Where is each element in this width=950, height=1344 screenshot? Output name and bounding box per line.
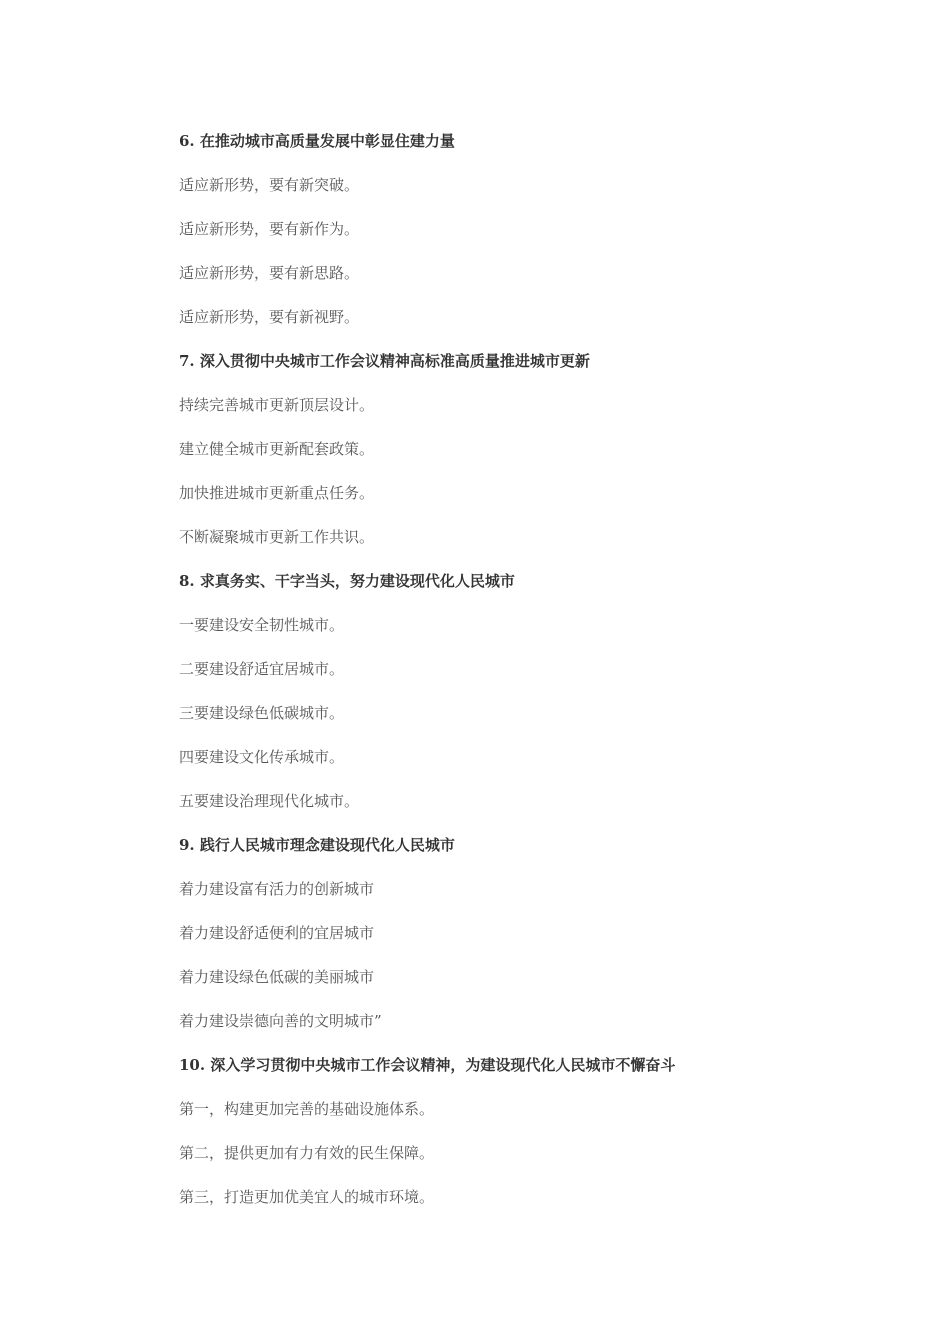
list-item: 不断凝聚城市更新工作共识。: [179, 528, 375, 546]
section-heading: 7. 深入贯彻中央城市工作会议精神高标准高质量推进城市更新: [179, 352, 590, 370]
section-heading: 9. 践行人民城市理念建设现代化人民城市: [179, 836, 455, 854]
list-item: 加快推进城市更新重点任务。: [179, 484, 375, 502]
list-item: 三要建设绿色低碳城市。: [179, 704, 345, 722]
list-item: 四要建设文化传承城市。: [179, 748, 345, 766]
list-item: 第二，提供更加有力有效的民生保障。: [179, 1144, 435, 1162]
list-item: 适应新形势，要有新思路。: [179, 264, 360, 282]
list-item: 着力建设富有活力的创新城市: [179, 880, 375, 898]
list-item: 五要建设治理现代化城市。: [179, 792, 360, 810]
list-item: 着力建设绿色低碳的美丽城市: [179, 968, 375, 986]
list-item: 着力建设崇德向善的文明城市”: [179, 1012, 382, 1030]
list-item: 建立健全城市更新配套政策。: [179, 440, 375, 458]
section-heading: 6. 在推动城市高质量发展中彰显住建力量: [179, 132, 455, 150]
list-item: 适应新形势，要有新视野。: [179, 308, 360, 326]
document-body: [179, 130, 799, 1230]
section-heading: 10. 深入学习贯彻中央城市工作会议精神，为建设现代化人民城市不懈奋斗: [179, 1056, 676, 1074]
list-item: 持续完善城市更新顶层设计。: [179, 396, 375, 414]
list-item: 第一，构建更加完善的基础设施体系。: [179, 1100, 435, 1118]
list-item: 第三，打造更加优美宜人的城市环境。: [179, 1188, 435, 1206]
list-item: 着力建设舒适便利的宜居城市: [179, 924, 375, 942]
section-heading: 8. 求真务实、干字当头，努力建设现代化人民城市: [179, 572, 515, 590]
list-item: 一要建设安全韧性城市。: [179, 616, 345, 634]
list-item: 适应新形势，要有新作为。: [179, 220, 360, 238]
list-item: 适应新形势，要有新突破。: [179, 176, 360, 194]
list-item: 二要建设舒适宜居城市。: [179, 660, 345, 678]
